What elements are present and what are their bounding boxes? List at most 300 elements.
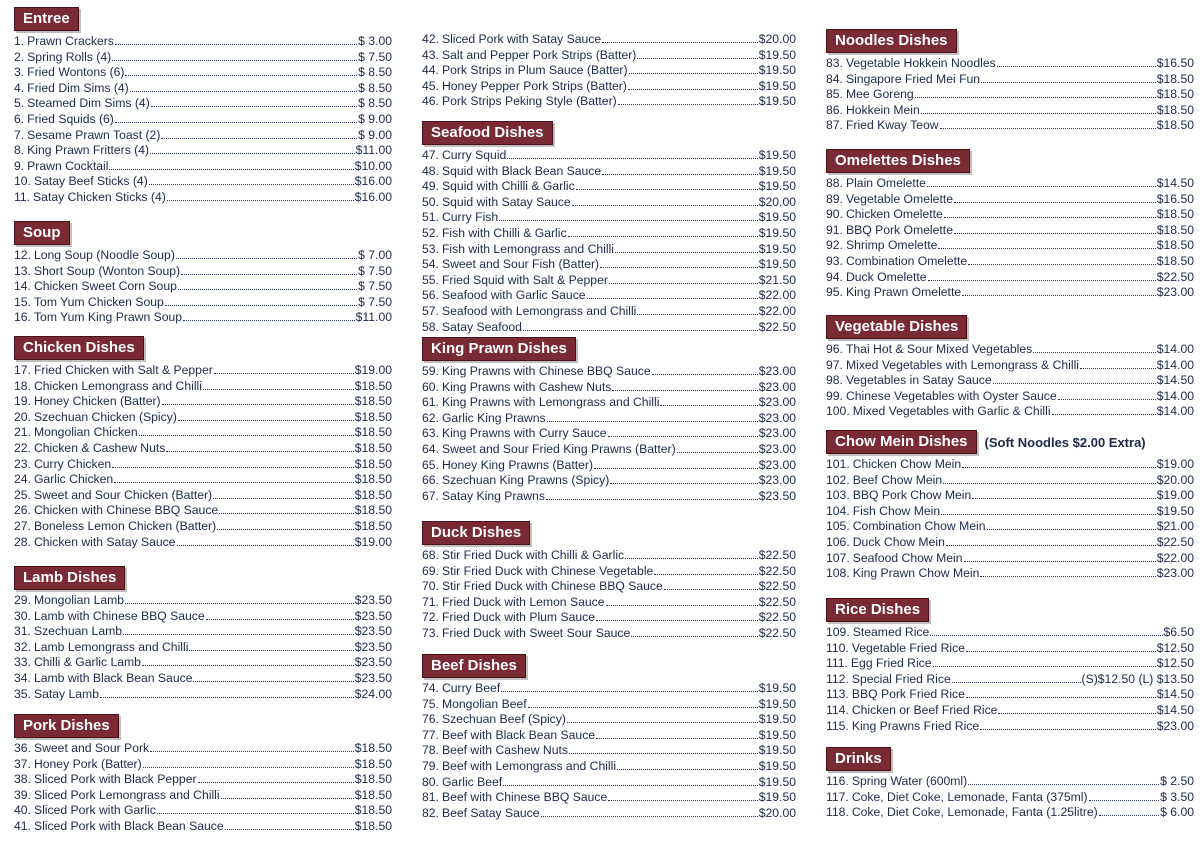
- dot-leader: [980, 719, 1156, 730]
- item-price: $22.00: [1156, 550, 1194, 565]
- menu-item: [422, 458, 796, 474]
- item-number: 16.: [14, 310, 31, 325]
- section-title: Seafood Dishes: [422, 121, 553, 145]
- dot-leader: [206, 609, 354, 620]
- item-name: Honey King Prawns (Batter): [441, 457, 594, 472]
- item-number: 50.: [422, 194, 439, 209]
- item-name: Mongolian Beef: [441, 696, 527, 711]
- section-omelettes: [826, 150, 1194, 301]
- dot-leader: [1058, 389, 1156, 400]
- menu-item: [14, 96, 392, 112]
- dot-leader: [602, 32, 758, 43]
- item-number: 46.: [422, 94, 439, 109]
- menu-item: [422, 32, 796, 48]
- item-number: 66.: [422, 473, 439, 488]
- item-number: 61.: [422, 395, 439, 410]
- dot-leader: [596, 610, 758, 621]
- menu-item: [422, 380, 796, 396]
- menu-item: [422, 48, 796, 64]
- item-number: 79.: [422, 758, 439, 773]
- item-price: $20.00: [758, 805, 796, 820]
- dot-leader: [998, 703, 1155, 714]
- item-price: $18.50: [354, 378, 392, 393]
- dot-leader: [652, 364, 758, 375]
- dot-leader: [499, 210, 758, 221]
- item-name: Seafood Chow Mein: [852, 550, 963, 565]
- section-header-row: [14, 8, 392, 30]
- menu-item: [826, 625, 1194, 641]
- menu-item: [826, 656, 1194, 672]
- menu-item: [422, 257, 796, 273]
- item-name: Sliced Pork Lemongrass and Chilli: [33, 787, 220, 802]
- item-price: $23.50: [354, 608, 392, 623]
- menu-item: [14, 248, 392, 264]
- item-number: 71.: [422, 594, 439, 609]
- item-number: 57.: [422, 303, 439, 318]
- menu-item: [826, 118, 1194, 134]
- item-name: Beef with Black Bean Sauce: [441, 727, 596, 742]
- section-header-row: [14, 222, 392, 244]
- item-name: Seafood with Lemongrass and Chilli: [441, 303, 637, 318]
- dot-leader: [203, 379, 354, 390]
- item-price: $16.00: [354, 174, 392, 189]
- item-price: $18.50: [1156, 118, 1194, 133]
- dot-leader: [225, 819, 354, 830]
- dot-leader: [602, 164, 758, 175]
- section-title: King Prawn Dishes: [422, 337, 576, 361]
- dot-leader: [568, 226, 758, 237]
- section-header-row: [422, 338, 796, 360]
- item-number: 8.: [14, 143, 25, 158]
- item-price: $19.50: [758, 179, 796, 194]
- dot-leader: [609, 273, 758, 284]
- item-price: $ 9.00: [358, 127, 392, 142]
- item-number: 13.: [14, 263, 31, 278]
- section-title: Pork Dishes: [14, 714, 119, 738]
- item-name: Duck Chow Mein: [852, 534, 945, 549]
- item-price: $ 8.50: [358, 96, 392, 111]
- item-name: Vegetable Fried Rice: [851, 640, 965, 655]
- item-number: 91.: [826, 222, 843, 237]
- item-name: Prawn Cocktail: [27, 158, 109, 173]
- item-number: 40.: [14, 803, 31, 818]
- section-entree: [14, 8, 392, 206]
- menu-item: [422, 712, 796, 728]
- item-name: Singapore Fried Mei Fun: [845, 71, 981, 86]
- item-number: 3.: [14, 65, 25, 80]
- dot-leader: [541, 806, 758, 817]
- menu-item: [826, 342, 1194, 358]
- item-number: 113.: [826, 687, 849, 702]
- item-name: Chicken with Satay Sauce: [33, 534, 176, 549]
- menu-item: [14, 503, 392, 519]
- item-price: $18.50: [354, 818, 392, 833]
- item-number: 90.: [826, 207, 843, 222]
- item-name: Sweet and Sour Fried King Prawns (Batter): [441, 441, 676, 456]
- dot-leader: [972, 488, 1155, 499]
- item-number: 107.: [826, 550, 850, 565]
- item-number: 74.: [422, 681, 439, 695]
- item-price: $14.50: [1156, 687, 1194, 702]
- dot-leader: [139, 425, 354, 436]
- item-name: Stir Fried Duck with Chinese BBQ Sauce: [441, 579, 663, 594]
- item-number: 51.: [422, 210, 439, 225]
- item-number: 82.: [422, 805, 439, 820]
- dot-leader: [100, 687, 354, 698]
- item-name: Honey Chicken (Batter): [33, 394, 161, 409]
- dot-leader: [629, 63, 758, 74]
- item-price: $ 7.50: [358, 279, 392, 294]
- menu-item: [14, 65, 392, 81]
- item-number: 32.: [14, 639, 31, 654]
- item-number: 87.: [826, 118, 843, 133]
- item-number: 93.: [826, 253, 843, 268]
- menu-item: [826, 285, 1194, 301]
- item-number: 73.: [422, 625, 439, 640]
- menu-item: [826, 519, 1194, 535]
- item-number: 10.: [14, 174, 31, 189]
- item-name: Chicken Chow Mein: [852, 457, 962, 471]
- menu-item: [826, 103, 1194, 119]
- menu-item-list: [826, 774, 1194, 821]
- item-price: $18.50: [1156, 71, 1194, 86]
- menu-item: [14, 174, 392, 190]
- dot-leader: [997, 56, 1156, 67]
- item-number: 64.: [422, 441, 439, 456]
- dot-leader: [594, 458, 758, 469]
- menu-item: [826, 719, 1194, 735]
- dot-leader: [125, 65, 357, 76]
- item-price: $23.50: [354, 639, 392, 654]
- section-king-prawn: [422, 338, 796, 504]
- item-name: Szechuan King Prawns (Spicy): [441, 473, 610, 488]
- item-price: $23.00: [758, 364, 796, 378]
- item-name: Stir Fried Duck with Chilli & Garlic: [441, 548, 625, 562]
- item-name: Lamb with Black Bean Sauce: [33, 670, 193, 685]
- menu-item: [14, 457, 392, 473]
- dot-leader: [221, 788, 354, 799]
- dot-leader: [628, 79, 758, 90]
- dot-leader: [501, 681, 758, 692]
- menu-item: [14, 535, 392, 551]
- item-name: Pork Strips in Plum Sauce (Batter): [441, 63, 628, 78]
- item-name: Short Soup (Wonton Soup): [33, 263, 181, 278]
- item-name: Combination Chow Mein: [852, 519, 986, 534]
- item-number: 76.: [422, 712, 439, 727]
- item-name: Seafood with Garlic Sauce: [441, 288, 586, 303]
- item-name: King Prawns Fried Rice: [851, 718, 980, 733]
- menu-item: [826, 790, 1194, 806]
- item-number: 22.: [14, 440, 31, 455]
- dot-leader: [608, 790, 757, 801]
- item-price: $22.50: [758, 548, 796, 562]
- item-number: 110.: [826, 640, 849, 655]
- dot-leader: [176, 248, 357, 259]
- menu-item: [422, 195, 796, 211]
- item-price: $ 6.00: [1160, 805, 1194, 820]
- item-number: 68.: [422, 548, 439, 562]
- menu-item: [14, 472, 392, 488]
- item-price: $22.50: [758, 579, 796, 594]
- menu-item: [826, 270, 1194, 286]
- menu-item: [826, 774, 1194, 790]
- item-price: $18.50: [1156, 102, 1194, 117]
- item-number: 1.: [14, 34, 25, 48]
- dot-leader: [637, 304, 757, 315]
- section-header-row: [826, 431, 1194, 453]
- item-price: $19.50: [758, 696, 796, 711]
- item-number: 88.: [826, 176, 843, 190]
- menu-item: [422, 489, 796, 505]
- section-header-row: [14, 337, 392, 359]
- section-header-row: [422, 655, 796, 677]
- item-price: $19.00: [354, 534, 392, 549]
- item-name: Mee Goreng: [845, 87, 914, 102]
- section-chicken: [14, 337, 392, 550]
- item-number: 62.: [422, 410, 439, 425]
- item-number: 53.: [422, 241, 439, 256]
- item-price: $23.00: [758, 395, 796, 410]
- menu-item: [14, 687, 392, 703]
- menu-item: [14, 441, 392, 457]
- item-price: $23.00: [758, 426, 796, 441]
- item-number: 18.: [14, 378, 31, 393]
- dot-leader: [938, 238, 1155, 249]
- dot-leader: [608, 426, 758, 437]
- menu-item-list: [422, 548, 796, 642]
- item-price: $12.50: [1156, 656, 1194, 671]
- item-number: 112.: [826, 671, 849, 686]
- section-title: Noodles Dishes: [826, 29, 957, 53]
- item-price: $ 8.50: [358, 65, 392, 80]
- section-header-row: [422, 122, 796, 144]
- item-number: 26.: [14, 503, 31, 518]
- section-seafood: [422, 122, 796, 335]
- menu-item-list: [422, 364, 796, 504]
- section-header-row: [826, 316, 1194, 338]
- menu-item: [14, 310, 392, 326]
- item-number: 39.: [14, 787, 31, 802]
- item-price: $ 2.50: [1160, 774, 1194, 788]
- dot-leader: [966, 641, 1156, 652]
- menu-item: [14, 81, 392, 97]
- item-price: $22.00: [758, 288, 796, 303]
- item-price: $19.50: [758, 241, 796, 256]
- menu-item: [14, 593, 392, 609]
- item-name: Sliced Pork with Black Pepper: [33, 772, 197, 787]
- item-name: Honey Pepper Pork Strips (Batter): [441, 78, 627, 93]
- menu-item: [826, 223, 1194, 239]
- item-name: Egg Fried Rice: [850, 656, 932, 671]
- item-number: 95.: [826, 285, 843, 300]
- menu-item-list: [14, 34, 392, 206]
- dot-leader: [109, 159, 353, 170]
- item-number: 115.: [826, 718, 849, 733]
- item-price: $11.00: [355, 143, 392, 158]
- menu-item: [422, 395, 796, 411]
- menu-item: [14, 819, 392, 835]
- item-number: 70.: [422, 579, 439, 594]
- menu-item: [14, 803, 392, 819]
- item-price: $23.00: [758, 457, 796, 472]
- menu-item: [826, 358, 1194, 374]
- item-name: Fried Squid with Salt & Pepper: [441, 272, 608, 287]
- section-noodles: [826, 30, 1194, 134]
- item-price: $18.50: [354, 487, 392, 502]
- item-name: Squid with Satay Sauce: [441, 194, 571, 209]
- item-price: $6.50: [1163, 625, 1194, 639]
- item-price: $19.50: [758, 712, 796, 727]
- item-name: Sweet and Sour Pork: [33, 741, 150, 755]
- item-name: Coke, Diet Coke, Lemonade, Fanta (1.25litre): [851, 805, 1098, 820]
- item-number: 19.: [14, 394, 31, 409]
- item-price: $23.00: [758, 379, 796, 394]
- item-number: 30.: [14, 608, 31, 623]
- menu-item: [826, 87, 1194, 103]
- item-price: $18.50: [1156, 207, 1194, 222]
- menu-item: [826, 254, 1194, 270]
- item-name: Sliced Pork with Black Bean Sauce: [33, 818, 224, 833]
- item-price: $21.00: [1156, 519, 1194, 534]
- item-name: Spring Water (600ml): [851, 774, 968, 788]
- item-name: King Prawn Omelette: [845, 285, 962, 300]
- menu-item: [826, 672, 1194, 688]
- menu-item: [14, 609, 392, 625]
- dot-leader: [166, 441, 353, 452]
- item-price: $23.00: [1156, 285, 1194, 300]
- item-name: Lamb with Chinese BBQ Sauce: [33, 608, 205, 623]
- dot-leader: [151, 96, 357, 107]
- item-price: $23.50: [354, 655, 392, 670]
- item-name: Steamed Dim Sims (4): [27, 96, 150, 111]
- item-name: Szechuan Lamb: [33, 624, 123, 639]
- item-number: 27.: [14, 518, 31, 533]
- item-price: $18.50: [1156, 87, 1194, 102]
- menu-item: [826, 473, 1194, 489]
- item-price: $19.50: [758, 774, 796, 789]
- item-price: $22.50: [758, 319, 796, 334]
- section-title: Duck Dishes: [422, 521, 530, 545]
- dot-leader: [927, 176, 1156, 187]
- item-name: Fish with Chilli & Garlic: [441, 225, 567, 240]
- item-price: $19.50: [758, 94, 796, 109]
- item-number: 35.: [14, 686, 31, 701]
- dot-leader: [600, 257, 758, 268]
- item-name: Squid with Chilli & Garlic: [441, 179, 575, 194]
- section-soup: [14, 222, 392, 326]
- item-price: $14.50: [1156, 702, 1194, 717]
- item-number: 49.: [422, 179, 439, 194]
- item-price: $23.50: [354, 670, 392, 685]
- section-title: Beef Dishes: [422, 654, 526, 678]
- item-number: 85.: [826, 87, 843, 102]
- item-name: Long Soup (Noodle Soup): [33, 248, 175, 262]
- dot-leader: [523, 320, 758, 331]
- item-price: $23.00: [1156, 566, 1194, 581]
- item-number: 102.: [826, 472, 850, 487]
- section-header-row: [422, 522, 796, 544]
- item-price: $18.50: [1156, 238, 1194, 253]
- item-name: Lamb Lemongrass and Chilli: [33, 639, 189, 654]
- menu-item: [14, 190, 392, 206]
- item-name: King Prawns with Cashew Nuts: [441, 379, 612, 394]
- item-name: Mixed Vegetables with Garlic & Chilli: [852, 404, 1051, 419]
- section-note: (Soft Noodles $2.00 Extra): [984, 434, 1146, 450]
- dot-leader: [167, 190, 354, 201]
- item-number: 2.: [14, 49, 25, 64]
- item-name: BBQ Pork Chow Mein: [852, 488, 972, 503]
- item-number: 58.: [422, 319, 439, 334]
- item-price: $23.50: [758, 488, 796, 503]
- menu-item: [14, 425, 392, 441]
- menu-item: [422, 697, 796, 713]
- section-pork: [14, 715, 392, 835]
- item-price: $14.50: [1156, 373, 1194, 388]
- item-name: Mongolian Lamb: [33, 593, 125, 607]
- dot-leader: [115, 112, 357, 123]
- item-name: Sliced Pork with Satay Sauce: [441, 32, 602, 46]
- item-name: King Prawns with Lemongrass and Chilli: [441, 395, 660, 410]
- item-price: $ 7.50: [358, 49, 392, 64]
- item-name: Beef Satay Sauce: [441, 805, 540, 820]
- item-name: Satay Chicken Sticks (4): [33, 189, 166, 204]
- item-price: $ 3.50: [1160, 789, 1194, 804]
- item-name: Hokkein Mein: [845, 102, 920, 117]
- section-title: Vegetable Dishes: [826, 315, 967, 339]
- item-number: 42.: [422, 32, 439, 46]
- item-name: Boneless Lemon Chicken (Batter): [33, 518, 217, 533]
- item-price: $19.50: [758, 63, 796, 78]
- item-name: Chilli & Garlic Lamb: [33, 655, 141, 670]
- item-name: Pork Strips Peking Style (Batter): [441, 94, 617, 109]
- item-name: Sliced Pork with Garlic: [33, 803, 156, 818]
- item-name: Garlic Beef: [441, 774, 503, 789]
- dot-leader: [930, 625, 1162, 636]
- dot-leader: [528, 697, 758, 708]
- menu-item: [14, 264, 392, 280]
- item-number: 96.: [826, 342, 843, 356]
- menu-item-list: [14, 593, 392, 702]
- dot-leader: [125, 593, 354, 604]
- item-number: 37.: [14, 756, 31, 771]
- dot-leader: [617, 759, 758, 770]
- item-number: 29.: [14, 593, 31, 607]
- item-price: $14.00: [1156, 404, 1194, 419]
- menu-item: [14, 394, 392, 410]
- item-name: Chicken Omelette: [845, 207, 943, 222]
- menu-item: [826, 504, 1194, 520]
- menu-item: [826, 207, 1194, 223]
- item-price: $19.50: [758, 758, 796, 773]
- dot-leader: [968, 774, 1159, 785]
- item-name: Vegetable Omelette: [845, 191, 954, 206]
- dot-leader: [921, 103, 1156, 114]
- item-name: Tom Yum King Prawn Soup: [33, 310, 183, 325]
- item-number: 17.: [14, 363, 31, 377]
- menu-item: [826, 404, 1194, 420]
- dot-leader: [130, 81, 357, 92]
- item-name: Beef with Chinese BBQ Sauce: [441, 790, 608, 805]
- dot-leader: [954, 223, 1156, 234]
- dot-leader: [112, 457, 354, 468]
- dot-leader: [112, 50, 357, 61]
- item-number: 59.: [422, 364, 439, 378]
- section-chow-mein: [826, 431, 1194, 582]
- item-name: Beef Chow Mein: [852, 472, 943, 487]
- item-price: $19.50: [1156, 503, 1194, 518]
- menu-item: [14, 671, 392, 687]
- section-header-row: [826, 30, 1194, 52]
